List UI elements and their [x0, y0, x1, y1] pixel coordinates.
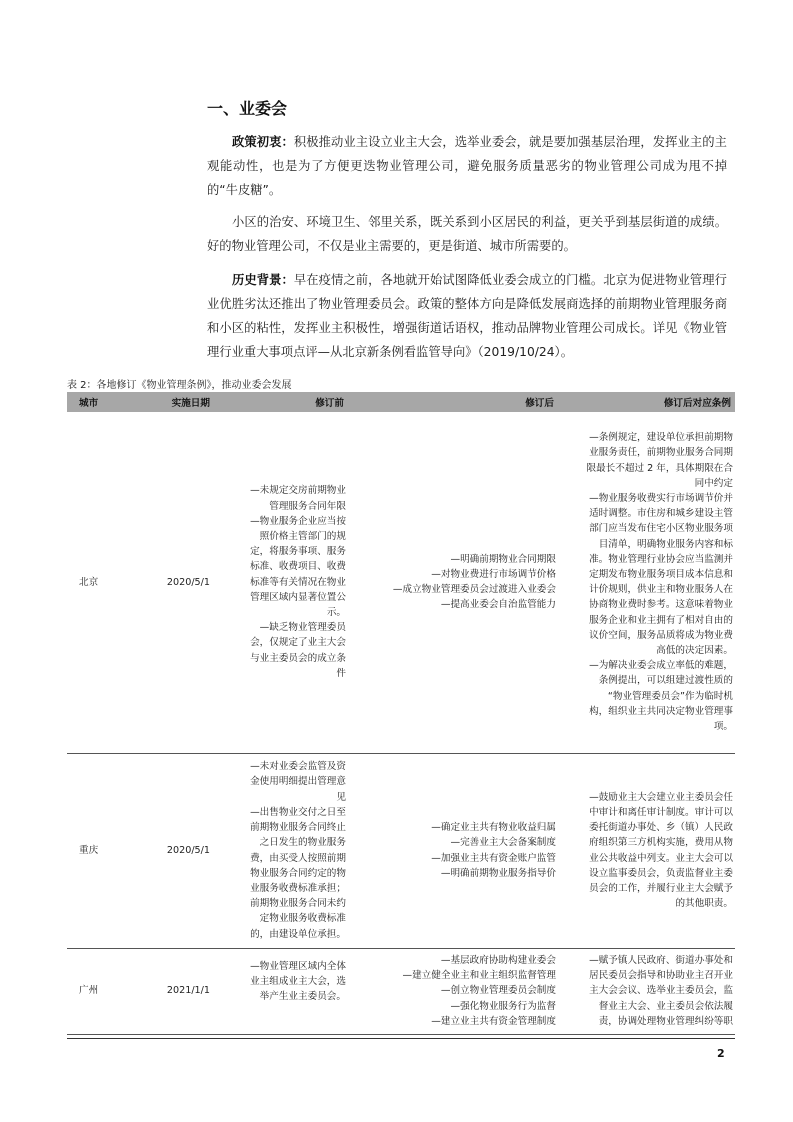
cell-line: 构，组织业主共同决定物业管理事	[589, 705, 733, 717]
cell-line: 业服务责任，前期物业服务合同期	[589, 447, 733, 459]
cell-line: 督业主大会、业主委员会依法履	[598, 1000, 733, 1012]
cell-line: —明确前期物业服务指导价	[440, 867, 556, 879]
cell-line: 中审计和离任审计制度。审计可以	[589, 806, 733, 818]
cell-city: 北京	[67, 412, 140, 753]
cell-line: 目清单，明确物业服务内容和标	[598, 538, 733, 550]
cell-line: “物业管理委员会”作为临时机	[607, 690, 733, 702]
cell-line: 主大会会议、选举业主委员会，监	[589, 985, 733, 997]
cell-line: —条例规定，建设单位承担前期物	[589, 432, 733, 444]
cell-line: 定物业服务收费标准	[259, 913, 346, 925]
cell-line: 高低的决定因素。	[656, 645, 733, 657]
cell-line: 员会的工作，并履行业主大会赋予	[589, 882, 733, 894]
section-title: 一、业委会	[207, 99, 288, 118]
cell-line: —缺乏物业管理委员	[259, 622, 346, 634]
cell-line: —强化物业服务行为监督	[450, 1000, 556, 1012]
cell-line: —成立物业管理委员会过渡进入业委会	[392, 584, 556, 596]
cell-line: 管理区域内显著位置公	[250, 591, 346, 603]
cell-line: 同中约定	[694, 477, 733, 489]
cell-line: 适时调整。市住房和城乡建设主管	[589, 508, 733, 520]
header-cases: 修订后对应条例	[558, 392, 735, 412]
table-row	[67, 753, 735, 948]
cell-date: 2021/1/1	[140, 948, 220, 1034]
paragraph-text: 小区的治安、环境卫生、邻里关系，既关系到小区居民的利益，更关乎到基层街道的成绩。好的物业管理公司，不仅是业主需要的，更是街道、城市所需要的。	[207, 215, 727, 253]
cell-line: 举产生业主委员会。	[259, 990, 346, 1002]
cell-line: 计价规则，供业主和物业服务人在	[589, 584, 733, 596]
cell-line: —建立健全业主和业主组织监督管理	[402, 970, 556, 982]
cell-line: 限最长不超过 2 年，具体期限在合	[586, 462, 733, 474]
table-header-row	[67, 392, 735, 412]
cell-line: 服务企业和业主拥有了相对自由的	[589, 614, 733, 626]
cell-line: —建立业主共有资金管理制度	[431, 1015, 556, 1027]
paragraph-history	[207, 268, 727, 364]
cell-before	[220, 412, 348, 753]
cell-line: 照价格主管部门的规	[259, 531, 346, 543]
cell-after	[348, 412, 558, 753]
header-city: 城市	[67, 392, 140, 412]
cell-line: —鼓励业主大会建立业主委员会任	[589, 791, 733, 803]
cell-cases	[558, 753, 735, 948]
cell-line: 定期发布物业服务项目成本信息和	[589, 569, 733, 581]
cell-after	[348, 948, 558, 1034]
cell-line: —未对业委会监管及资	[250, 761, 346, 773]
regulation-table	[67, 392, 735, 1035]
cell-line: 设立监事委员会，负责监督业主委	[589, 867, 733, 879]
cell-line: —加强业主共有资金账户监管	[431, 852, 556, 864]
cell-line: —未规定交房前期物业	[250, 485, 346, 497]
cell-line: 定，将服务事项、服务	[250, 546, 346, 558]
cell-before	[220, 948, 348, 1034]
cell-line: 的其他职责。	[675, 898, 733, 910]
page-number: 2	[717, 1047, 725, 1060]
paragraph-text: 早在疫情之前，各地就开始试图降低业委会成立的门槛。北京为促进物业管理行业优胜劣汰还推出了物业管理委员会。政策的整体方向是降低发展商选择的前期物业管理服务商和小区的粘性，发挥业主积极性，增强街道话语权，推动品牌物业管理公司成长。详见《物业管理行业重大事项点评—从北京新条例看监管导向》（2019/10/24）。	[207, 273, 727, 359]
cell-line: 会，仅规定了业主大会	[250, 637, 346, 649]
cell-line: 业服务收费标准承担；	[250, 882, 346, 894]
cell-line: —明确前期物业合同期限	[450, 553, 556, 565]
cell-line: 业公共收益中列支。业主大会可以	[589, 852, 733, 864]
cell-line: 部门应当发布住宅小区物业服务项	[589, 523, 733, 535]
cell-line: 项。	[713, 721, 733, 733]
paragraph-text: 积极推动业主设立业主大会，选举业委会，就是要加强基层治理，发挥业主的主观能动性，也是为了方便更迭物业管理公司，避免服务质量恶劣的物业管理公司成为甩不掉的“牛皮糖”。	[207, 135, 727, 197]
cell-line: 准。物业管理行业协会应当监测并	[589, 553, 733, 565]
cell-line: 居民委员会指导和协助业主召开业	[589, 970, 733, 982]
cell-line: 议价空间，服务品质将成为物业费	[589, 629, 733, 641]
cell-line: 业主组成业主大会，选	[250, 975, 346, 987]
cell-city: 广州	[67, 948, 140, 1034]
cell-line: —确定业主共有物业收益归属	[431, 822, 556, 834]
cell-line: —对物业费进行市场调节价格	[431, 569, 556, 581]
cell-line: 责，协调处理物业管理纠纷等职	[598, 1015, 733, 1027]
cell-line: —完善业主大会备案制度	[450, 837, 556, 849]
cell-line: 金使用明细提出管理意	[250, 776, 346, 788]
cell-line: —创立物业管理委员会制度	[440, 985, 556, 997]
cell-after	[348, 753, 558, 948]
cell-line: 委托街道办事处、乡（镇）人民政	[589, 822, 733, 834]
cell-line: 标准等有关情况在物业	[250, 576, 346, 588]
cell-line: 前期物业服务合同终止	[250, 822, 346, 834]
paragraph-label: 历史背景：	[232, 273, 294, 287]
cell-line: —提高业委会自治监管能力	[440, 599, 556, 611]
cell-line: 标准、收费项目、收费	[250, 561, 346, 573]
cell-line: —物业管理区域内全体	[250, 960, 346, 972]
cell-line: 前期物业服务合同未约	[250, 898, 346, 910]
footer-rule	[67, 1038, 735, 1039]
cell-line: 条例提出，可以组建过渡性质的	[598, 675, 733, 687]
table-caption: 表 2：各地修订《物业管理条例》，推动业委会发展	[67, 380, 292, 391]
cell-line: —基层政府协助构建业委会	[440, 954, 556, 966]
cell-line: 与业主委员会的成立条	[250, 652, 346, 664]
cell-line: —出售物业交付之日至	[250, 806, 346, 818]
cell-line: —物业服务收费实行市场调节价并	[589, 493, 733, 505]
header-after: 修订后	[348, 392, 558, 412]
cell-line: —物业服务企业应当按	[250, 515, 346, 527]
cell-line: 见	[336, 791, 346, 803]
cell-line: 府组织第三方机构实施，费用从物	[589, 837, 733, 849]
header-date: 实施日期	[140, 392, 220, 412]
cell-city: 重庆	[67, 753, 140, 948]
cell-line: 示。	[326, 607, 346, 619]
cell-line: 之日发生的物业服务	[259, 837, 346, 849]
cell-line: 的，由建设单位承担。	[250, 928, 346, 940]
cell-cases	[558, 412, 735, 753]
table-row	[67, 412, 735, 753]
paragraph-policy-intent	[207, 130, 727, 202]
cell-line: —为解决业委会成立率低的难题，	[589, 660, 733, 672]
cell-date: 2020/5/1	[140, 753, 220, 948]
cell-cases	[558, 948, 735, 1034]
cell-line: 费，由买受人按照前期	[250, 852, 346, 864]
cell-line: 管理服务合同年限	[269, 500, 346, 512]
cell-before	[220, 753, 348, 948]
header-before: 修订前	[220, 392, 348, 412]
table-row	[67, 948, 735, 1034]
cell-line: 物业服务合同约定的物	[250, 867, 346, 879]
cell-date: 2020/5/1	[140, 412, 220, 753]
cell-line: 件	[336, 667, 346, 679]
cell-line: 协商物业费时参考。这意味着物业	[589, 599, 733, 611]
cell-line: —赋予镇人民政府、街道办事处和	[589, 954, 733, 966]
paragraph-community	[207, 210, 727, 258]
paragraph-label: 政策初衷：	[232, 135, 294, 149]
